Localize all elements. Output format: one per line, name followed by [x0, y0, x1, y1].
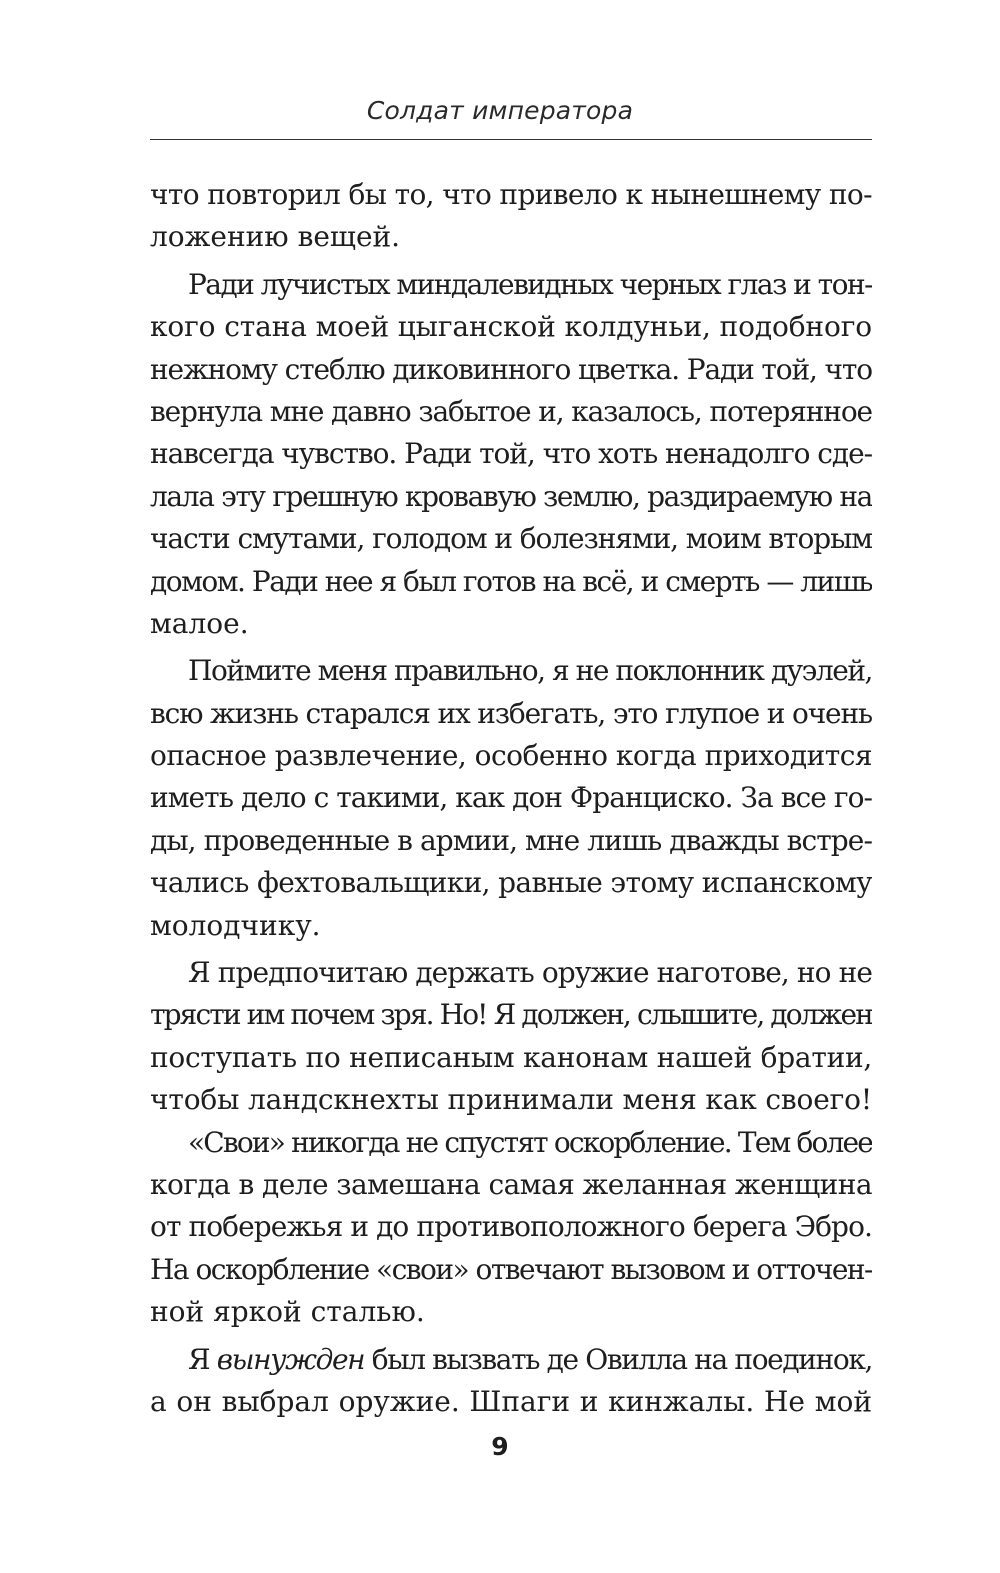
- text-line: чались фехтовальщики, равные этому испанскому: [150, 866, 872, 900]
- text-line: Поймите меня правильно, я не поклонник дуэлей,: [188, 654, 872, 688]
- text-line: навсегда чувство. Ради той, что хоть ненадолго сде-: [150, 437, 872, 471]
- text-line: ды, проведенные в армии, мне лишь дважды встре-: [150, 823, 872, 857]
- text-line: а он выбрал оружие. Шпаги и кинжалы. Не мой: [150, 1384, 872, 1418]
- text-line: ложению вещей.: [150, 220, 401, 254]
- text-run: Я: [188, 1342, 217, 1376]
- text-line: нежному стеблю диковинного цветка. Ради той, что: [150, 352, 872, 386]
- text-line: Я предпочитаю держать оружие наготове, но не: [188, 956, 872, 990]
- text-line: когда в деле замешана самая желанная женщина: [150, 1167, 872, 1201]
- text-line: части смутами, голодом и болезнями, моим вторым: [150, 522, 872, 556]
- text-line: вернула мне давно забытое и, казалось, потерянное: [150, 394, 872, 428]
- text-line: поступать по неписаным канонам нашей братии,: [150, 1040, 872, 1074]
- text-line: кого стана моей цыганской колдуньи, подобного: [150, 310, 872, 344]
- text-line: домом. Ради нее я был готов на всё, и смерть — лишь: [150, 564, 872, 598]
- text-line: трясти им почем зря. Но! Я должен, слышите, должен: [150, 998, 872, 1032]
- text-line: молодчику.: [150, 908, 321, 942]
- text-line: от побережья и до противоположного берега Эбро.: [150, 1210, 872, 1244]
- text-line: опасное развлечение, особенно когда приходится: [150, 739, 872, 773]
- text-line: малое.: [150, 606, 249, 640]
- text-line: «Свои» никогда не спустят оскорбление. Тем более: [188, 1125, 872, 1159]
- header-rule: [150, 139, 872, 140]
- text-run: был вызвать де Овилла на поединок,: [364, 1342, 872, 1376]
- text-line: лала эту грешную кровавую землю, раздираемую на: [150, 479, 872, 513]
- text-line: ной яркой сталью.: [150, 1295, 425, 1329]
- text-line: что повторил бы то, что привело к нынешнему по-: [150, 178, 872, 211]
- text-line: иметь дело с такими, как дон Франциско. За все го-: [150, 781, 872, 815]
- running-head: Солдат императора: [366, 96, 634, 125]
- text-line: чтобы ландскнехты принимали меня как своего!: [150, 1083, 872, 1117]
- body-text: [150, 174, 872, 1423]
- text-line: На оскорбление «свои» отвечают вызовом и отточен-: [150, 1252, 872, 1286]
- text-line: Ради лучистых миндалевидных черных глаз и тон-: [188, 267, 872, 301]
- italic-emphasis: вынужден: [216, 1342, 365, 1376]
- text-line: всю жизнь старался их избегать, это глупое и очень: [150, 696, 872, 730]
- text-line: [150, 1339, 872, 1381]
- page-number: 9: [491, 1432, 509, 1461]
